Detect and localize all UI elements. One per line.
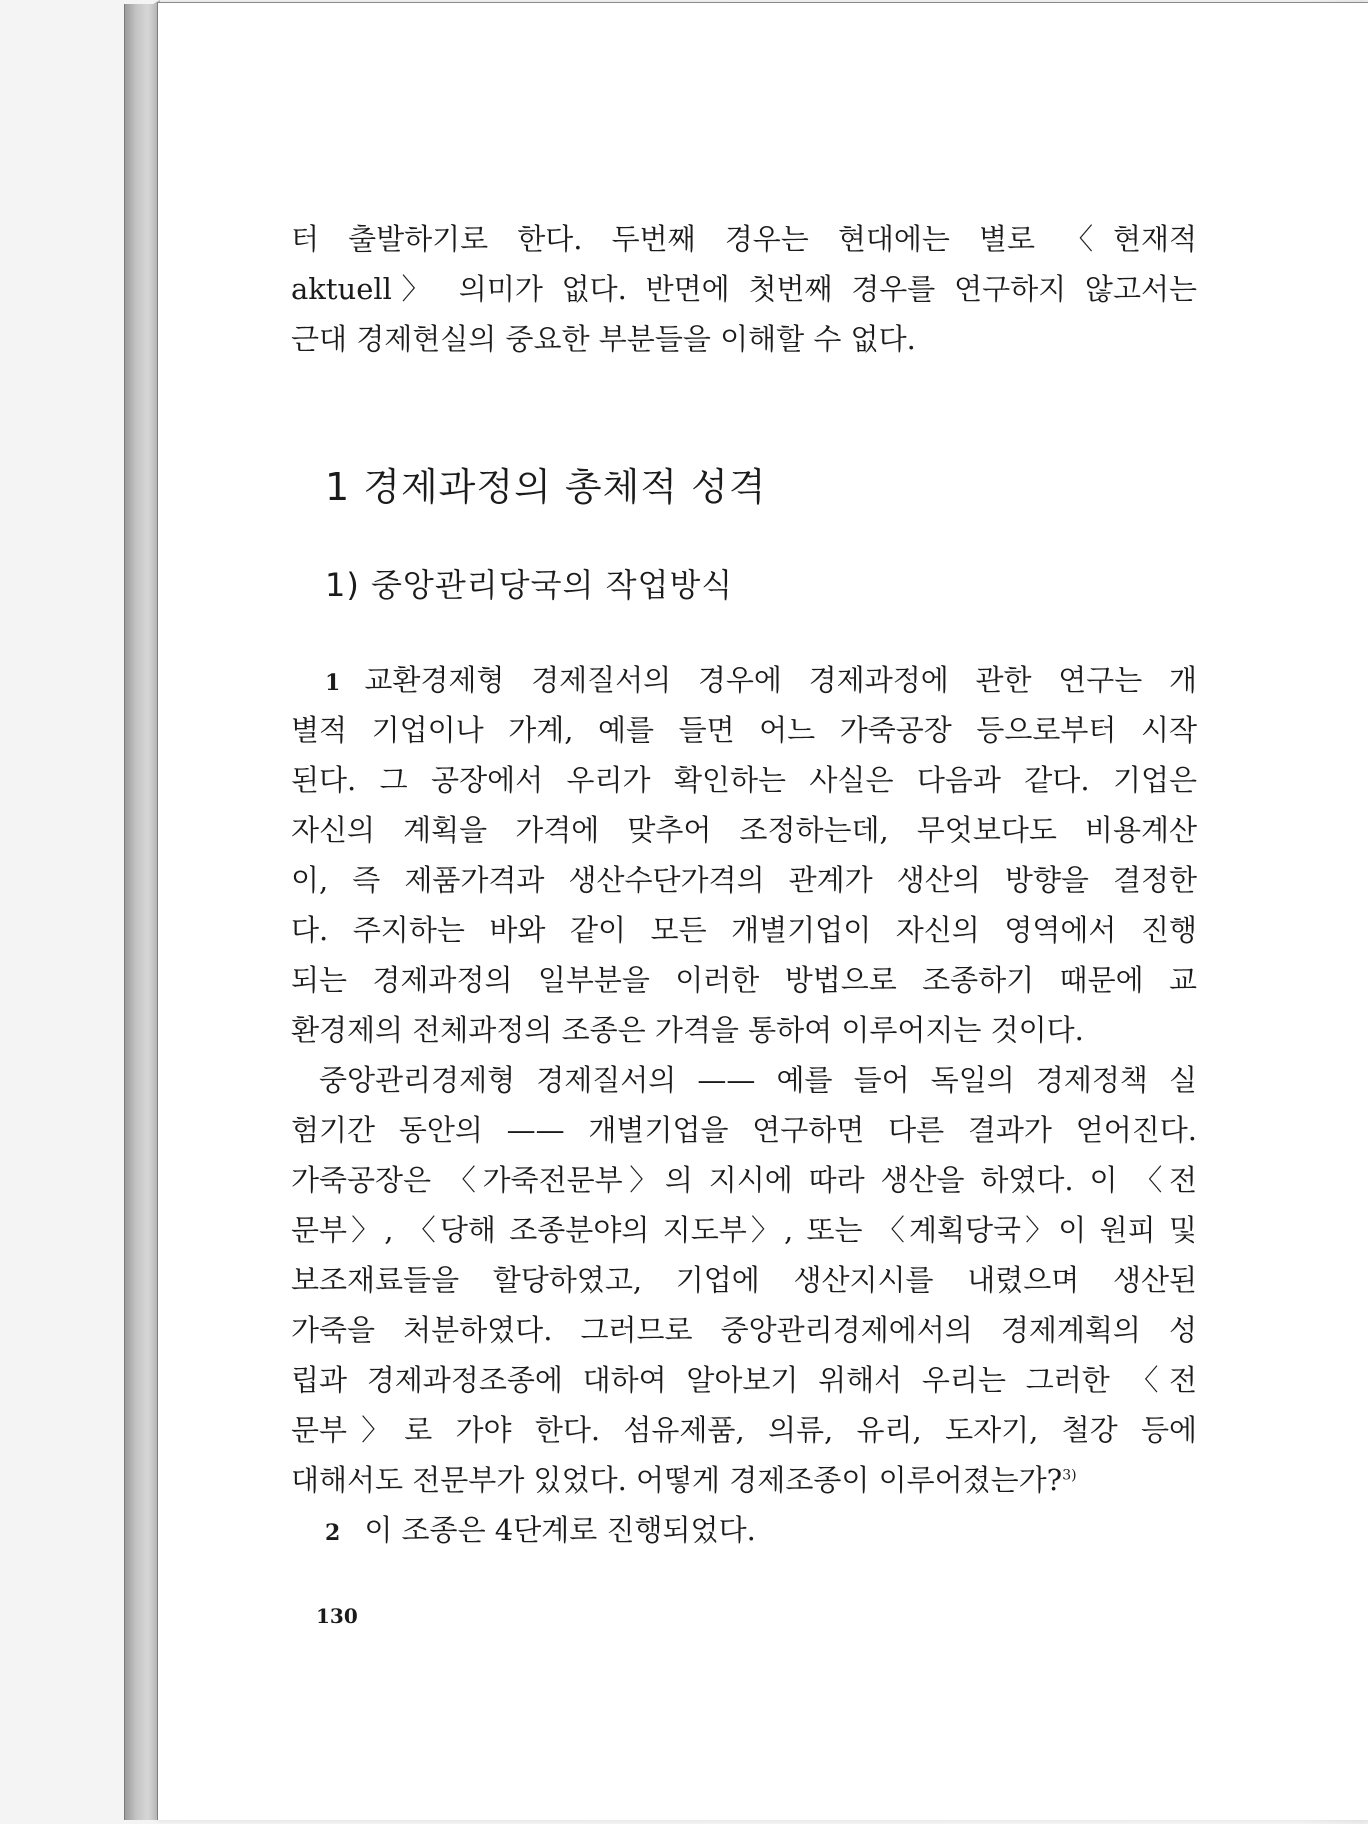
text-line: 이 조종은 4단계로 진행되었다. (364, 1513, 756, 1547)
paragraph-2-last-line (291, 1455, 1197, 1505)
paragraph-number: 2 (325, 1520, 341, 1546)
section-title: 1 경제과정의 총체적 성격 (325, 465, 767, 509)
text-line: aktuell〉 의미가 없다. 반면에 첫번째 경우를 연구하지 않고서는 (291, 272, 1197, 306)
text-line: 된다. 그 공장에서 우리가 확인하는 사실은 다음과 같다. 기업은 (291, 763, 1197, 797)
body-text (291, 655, 1197, 1555)
footnote-marker: 3) (1062, 1467, 1077, 1484)
book-spine (124, 4, 158, 1820)
text-line: 별적 기업이나 가계, 예를 들면 어느 가죽공장 등으로부터 시작 (291, 713, 1197, 747)
text-line: 이, 즉 제품가격과 생산수단가격의 관계가 생산의 방향을 결정한 (291, 863, 1197, 897)
paragraph-1-first-line (291, 655, 1197, 705)
text-line: 다. 주지하는 바와 같이 모든 개별기업이 자신의 영역에서 진행 (291, 913, 1197, 947)
text-line: 험기간 동안의 —— 개별기업을 연구하면 다른 결과가 얻어진다. (291, 1113, 1197, 1147)
text-line: 립과 경제과정조종에 대하여 알아보기 위해서 우리는 그러한 〈전 (291, 1363, 1197, 1397)
subsection-title: 1) 중앙관리당국의 작업방식 (325, 566, 734, 604)
text-line: 자신의 계획을 가격에 맞추어 조정하는데, 무엇보다도 비용계산 (291, 813, 1197, 847)
text-line: 터 출발하기로 한다. 두번째 경우는 현대에는 별로 〈현재적 (291, 222, 1197, 256)
text-line: 가죽공장은 〈가죽전문부〉의 지시에 따라 생산을 하였다. 이 〈전 (291, 1163, 1197, 1197)
text-line: 교환경제형 경제질서의 경우에 경제과정에 관한 연구는 개 (364, 663, 1197, 697)
paragraph-3-line (291, 1505, 1197, 1555)
text-line: 가죽을 처분하였다. 그러므로 중앙관리경제에서의 경제계획의 성 (291, 1313, 1197, 1347)
text-line: 되는 경제과정의 일부분을 이러한 방법으로 조종하기 때문에 교 (291, 963, 1197, 997)
text-line: 보조재료들을 할당하였고, 기업에 생산지시를 내렸으며 생산된 (291, 1263, 1197, 1297)
page-number: 130 (316, 1604, 358, 1628)
paragraph-number: 1 (325, 670, 341, 696)
text-line: 대해서도 전문부가 있었다. 어떻게 경제조종이 이루어졌는가? (291, 1463, 1063, 1497)
text-line: 문부〉로 가야 한다. 섬유제품, 의류, 유리, 도자기, 철강 등에 (291, 1413, 1197, 1447)
text-line: 중앙관리경제형 경제질서의 —— 예를 들어 독일의 경제정책 실 (319, 1063, 1197, 1097)
text-line: 문부〉, 〈당해 조종분야의 지도부〉, 또는 〈계획당국〉이 원피 및 (291, 1213, 1197, 1247)
text-line: 근대 경제현실의 중요한 부분들을 이해할 수 없다. (291, 322, 916, 356)
intro-paragraph (291, 214, 1197, 364)
text-line: 환경제의 전체과정의 조종은 가격을 통하여 이루어지는 것이다. (291, 1013, 1084, 1047)
